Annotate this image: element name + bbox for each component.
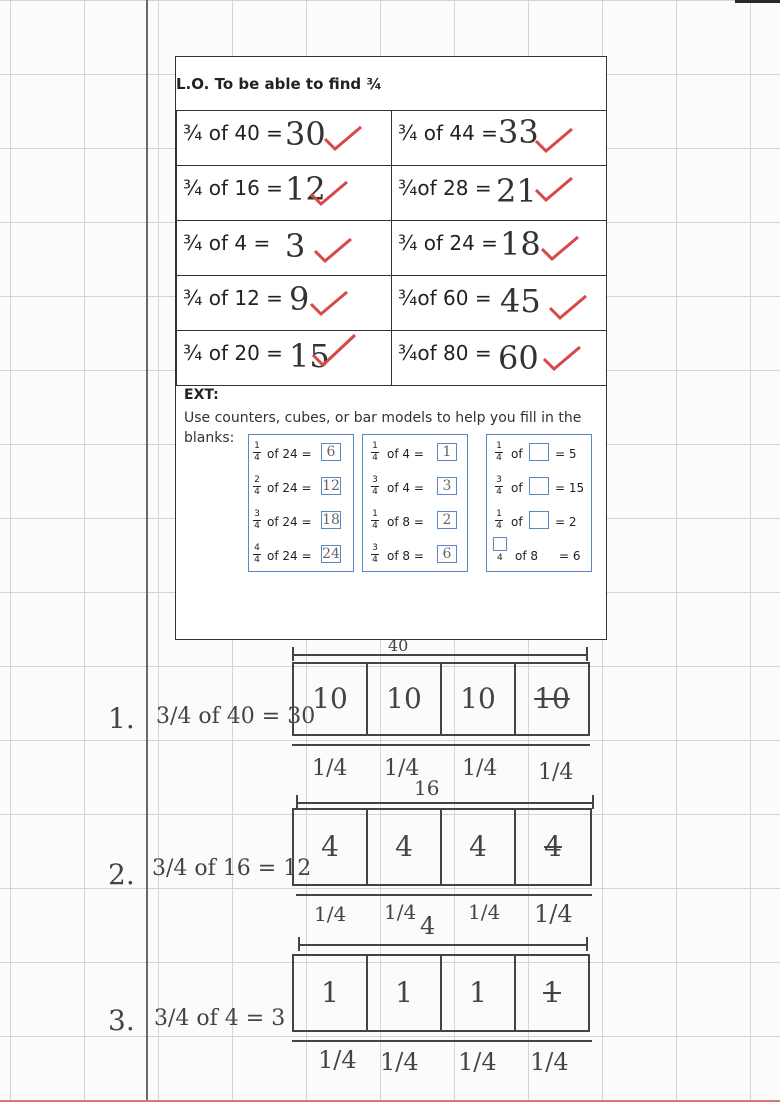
fraction: 1/4 bbox=[384, 756, 420, 781]
tick-icon bbox=[323, 123, 363, 153]
problem-cell bbox=[392, 331, 607, 386]
ext-row: $\frac{3}{4}$ of 8 = 6 bbox=[363, 543, 467, 573]
question-number: 1. bbox=[108, 702, 135, 735]
bracket bbox=[296, 894, 592, 896]
question: ¾ of 16 = bbox=[183, 176, 283, 200]
problems-table bbox=[176, 110, 607, 386]
answer: 18 bbox=[500, 225, 541, 263]
answer-blank[interactable]: 12 bbox=[322, 478, 340, 494]
ext-row: 4 of 8 = 6 bbox=[487, 537, 591, 567]
bar-cell: 4 bbox=[368, 810, 442, 884]
bar-cell: 4 bbox=[442, 810, 516, 884]
bracket bbox=[296, 802, 594, 804]
bar-cell-crossed: 1 bbox=[543, 976, 561, 1009]
problem-cell bbox=[177, 111, 392, 166]
question: ¾ of 24 = bbox=[398, 231, 498, 255]
bar-cell-crossed: 10 bbox=[534, 682, 570, 715]
ext-row: $\frac{1}{4}$ of = 5 bbox=[496, 441, 577, 463]
ext-row: $\frac{3}{4}$ of = 15 bbox=[496, 475, 585, 497]
problem-cell bbox=[392, 221, 607, 276]
ext-row: $\frac{3}{4}$ of 4 = 3 bbox=[363, 475, 467, 505]
problem-cell bbox=[177, 331, 392, 386]
bracket bbox=[298, 944, 588, 946]
answer-blank[interactable] bbox=[529, 477, 549, 495]
learning-objective: L.O. To be able to find ¾ bbox=[176, 75, 382, 93]
question: ¾of 28 = bbox=[398, 176, 492, 200]
total: 4 bbox=[420, 912, 436, 940]
numerator-blank[interactable] bbox=[493, 537, 507, 551]
problem-cell bbox=[392, 276, 607, 331]
bracket-tick bbox=[296, 795, 298, 809]
ext-row: $\frac{1}{4}$ of = 2 bbox=[496, 509, 577, 531]
problem-cell bbox=[392, 111, 607, 166]
answer-blank[interactable]: 2 bbox=[437, 511, 457, 529]
fraction: 1/4 bbox=[380, 1048, 419, 1076]
ext-box-3 bbox=[486, 434, 592, 572]
answer: 33 bbox=[498, 113, 539, 151]
answer: 60 bbox=[498, 339, 539, 377]
tick-icon bbox=[548, 292, 588, 322]
ext-row: $\frac{2}{4}$ of 24 = 12 bbox=[254, 475, 340, 497]
answer-blank[interactable]: 6 bbox=[321, 443, 341, 461]
tick-icon bbox=[311, 333, 357, 369]
tick-icon bbox=[534, 125, 574, 155]
ext-row: $\frac{3}{4}$ of 24 = 18 bbox=[254, 509, 340, 531]
answer: 45 bbox=[500, 282, 541, 320]
bracket-tick bbox=[592, 795, 594, 809]
bracket-tick bbox=[298, 937, 300, 951]
bar-cell: 10 bbox=[294, 664, 368, 734]
question: ¾ of 44 = bbox=[398, 121, 498, 145]
tick-icon bbox=[309, 178, 349, 208]
question-number: 2. bbox=[108, 858, 135, 891]
problem-cell bbox=[177, 221, 392, 276]
question: ¾ of 12 = bbox=[183, 286, 283, 310]
bar-cell: 10 bbox=[368, 664, 442, 734]
answer: 3 bbox=[285, 227, 306, 265]
question: ¾ of 40 = bbox=[183, 121, 283, 145]
bar-model bbox=[292, 662, 590, 736]
problem-cell bbox=[392, 166, 607, 221]
bar-cell: 1 bbox=[442, 956, 516, 1030]
answer: 12 bbox=[285, 170, 326, 208]
ext-row: $\frac{4}{4}$ of 24 = 24 bbox=[254, 543, 340, 565]
fraction: 1/4 bbox=[384, 900, 417, 924]
answer-blank[interactable]: 6 bbox=[437, 545, 457, 563]
tick-icon bbox=[534, 174, 574, 204]
answer: 9 bbox=[289, 280, 310, 318]
answer-blank[interactable] bbox=[529, 511, 549, 529]
question: ¾ of 4 = bbox=[183, 231, 271, 255]
margin-line bbox=[146, 0, 148, 1102]
answer: 21 bbox=[496, 172, 537, 210]
problem-cell bbox=[177, 276, 392, 331]
bar-cell: 1 bbox=[368, 956, 442, 1030]
ext-box-2 bbox=[362, 434, 468, 572]
ext-row: $\frac{1}{4}$ of 8 = 2 bbox=[363, 509, 467, 539]
bar-cell-crossed: 4 bbox=[544, 830, 562, 863]
equation: 3/4 of 4 = 3 bbox=[154, 1006, 286, 1031]
bar-cell: 1 bbox=[294, 956, 368, 1030]
bar-cell: 4 bbox=[294, 810, 368, 884]
bracket bbox=[292, 654, 588, 656]
bracket bbox=[292, 1040, 592, 1042]
corner-mark bbox=[735, 0, 780, 3]
tick-icon bbox=[542, 343, 582, 373]
equation: 3/4 of 16 = 12 bbox=[152, 856, 312, 881]
tick-icon bbox=[309, 288, 349, 318]
bracket-tick bbox=[292, 647, 294, 661]
ext-instructions: Use counters, cubes, or bar models to help you fill in the blanks: bbox=[184, 410, 582, 446]
total: 40 bbox=[388, 636, 409, 655]
bar-model bbox=[292, 954, 590, 1032]
tick-icon bbox=[313, 235, 353, 265]
fraction: 1/4 bbox=[538, 760, 574, 785]
bar-cell: 10 bbox=[442, 664, 516, 734]
equation: 3/4 of 40 = 30 bbox=[156, 704, 316, 729]
answer-blank[interactable]: 1 bbox=[437, 443, 457, 461]
bracket-tick bbox=[586, 647, 588, 661]
question: ¾ of 20 = bbox=[183, 341, 283, 365]
answer-blank[interactable] bbox=[529, 443, 549, 461]
answer-blank[interactable]: 24 bbox=[322, 546, 340, 562]
fraction: 1/4 bbox=[462, 756, 498, 781]
fraction: 1/4 bbox=[318, 1046, 357, 1074]
answer: 15 bbox=[289, 337, 330, 375]
question: ¾of 60 = bbox=[398, 286, 492, 310]
ext-row: $\frac{1}{4}$ of 4 = 1 bbox=[363, 441, 467, 471]
ext-title: EXT: bbox=[184, 387, 219, 403]
answer-blank[interactable]: 18 bbox=[322, 512, 340, 528]
bar-model bbox=[292, 808, 592, 886]
total: 16 bbox=[414, 776, 440, 800]
ext-row: $\frac{1}{4}$ of 24 = 6 bbox=[249, 441, 353, 471]
answer-blank[interactable]: 3 bbox=[437, 477, 457, 495]
bracket bbox=[292, 744, 590, 746]
tick-icon bbox=[540, 233, 580, 263]
question: ¾of 80 = bbox=[398, 341, 492, 365]
fraction: 1/4 bbox=[468, 900, 501, 924]
fraction: 1/4 bbox=[312, 756, 348, 781]
worksheet bbox=[175, 56, 607, 640]
ext-box-1 bbox=[248, 434, 354, 572]
answer: 30 bbox=[285, 115, 326, 153]
fraction: 1/4 bbox=[534, 900, 573, 928]
fraction: 1/4 bbox=[530, 1048, 569, 1076]
fraction: 1/4 bbox=[314, 902, 347, 926]
fraction: 1/4 bbox=[458, 1048, 497, 1076]
bracket-tick bbox=[586, 937, 588, 951]
problem-cell bbox=[177, 166, 392, 221]
question-number: 3. bbox=[108, 1004, 135, 1037]
